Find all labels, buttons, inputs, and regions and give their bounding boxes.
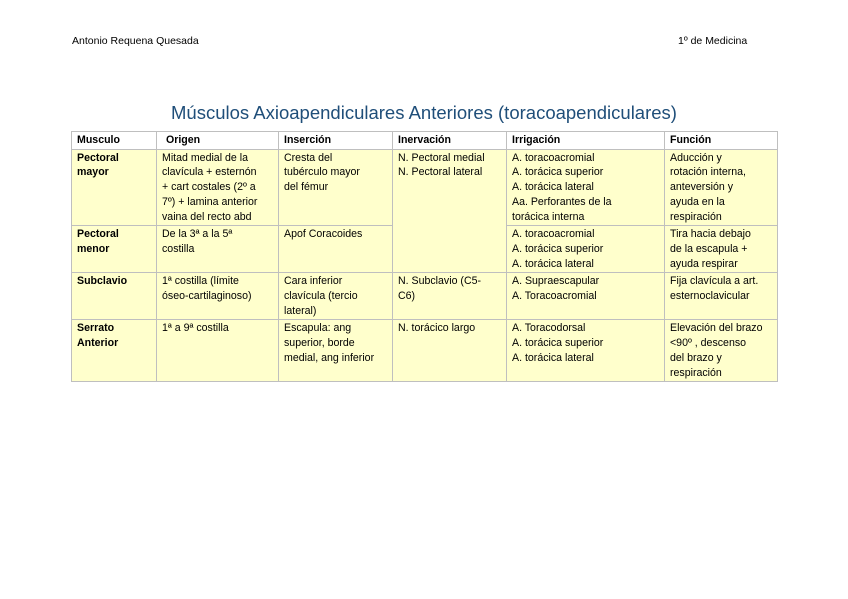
col-header-muscle: Musculo xyxy=(72,132,157,150)
origin-cell: Mitad medial de la clavícula + esternón + cart costales (2º a 7º) + lamina anterior vaina del recto abd xyxy=(157,149,279,226)
irrigation-cell: A. toracoacromial A. torácica superior A. torácica lateral Aa. Perforantes de la torácica interna xyxy=(507,149,665,226)
irrigation-cell: A. Toracodorsal A. torácica superior A. torácica lateral xyxy=(507,320,665,382)
col-header-function: Función xyxy=(665,132,778,150)
muscle-name: Subclavio xyxy=(72,273,157,320)
origin-cell: 1ª a 9ª costilla xyxy=(157,320,279,382)
function-cell: Elevación del brazo <90º , descenso del brazo y respiración xyxy=(665,320,778,382)
col-header-insertion: Inserción xyxy=(279,132,393,150)
header-author: Antonio Requena Quesada xyxy=(72,35,199,47)
muscle-name: Pectoral menor xyxy=(72,226,157,273)
function-cell: Tira hacia debajo de la escapula + ayuda respirar xyxy=(665,226,778,273)
innervation-cell: N. Subclavio (C5- C6) xyxy=(393,273,507,320)
innervation-cell: N. torácico largo xyxy=(393,320,507,382)
function-cell: Aducción y rotación interna, anteversión y ayuda en la respiración xyxy=(665,149,778,226)
col-header-irrigation: Irrigación xyxy=(507,132,665,150)
irrigation-cell: A. Supraescapular A. Toracoacromial xyxy=(507,273,665,320)
table-row xyxy=(72,320,778,382)
header-course: 1º de Medicina xyxy=(678,35,748,47)
pectoral-innervation-cell: N. Pectoral medial N. Pectoral lateral xyxy=(393,149,507,273)
col-header-innervation: Inervación xyxy=(393,132,507,150)
table-row xyxy=(72,149,778,226)
table-row xyxy=(72,273,778,320)
muscle-table xyxy=(71,131,778,382)
insertion-cell: Cresta del tubérculo mayor del fémur xyxy=(279,149,393,226)
col-header-origin: Origen xyxy=(157,132,279,150)
insertion-cell: Cara inferior clavícula (tercio lateral) xyxy=(279,273,393,320)
table-header-row xyxy=(72,132,778,150)
origin-cell: De la 3ª a la 5ª costilla xyxy=(157,226,279,273)
origin-cell: 1ª costilla (límite óseo-cartilaginoso) xyxy=(157,273,279,320)
muscle-name: Serrato Anterior xyxy=(72,320,157,382)
insertion-cell: Apof Coracoides xyxy=(279,226,393,273)
page-title: Músculos Axioapendiculares Anteriores (toracoapendiculares) xyxy=(171,102,677,123)
function-cell: Fija clavícula a art. esternoclavicular xyxy=(665,273,778,320)
muscle-name: Pectoral mayor xyxy=(72,149,157,226)
irrigation-cell: A. toracoacromial A. torácica superior A. torácica lateral xyxy=(507,226,665,273)
insertion-cell: Escapula: ang superior, borde medial, ang inferior xyxy=(279,320,393,382)
